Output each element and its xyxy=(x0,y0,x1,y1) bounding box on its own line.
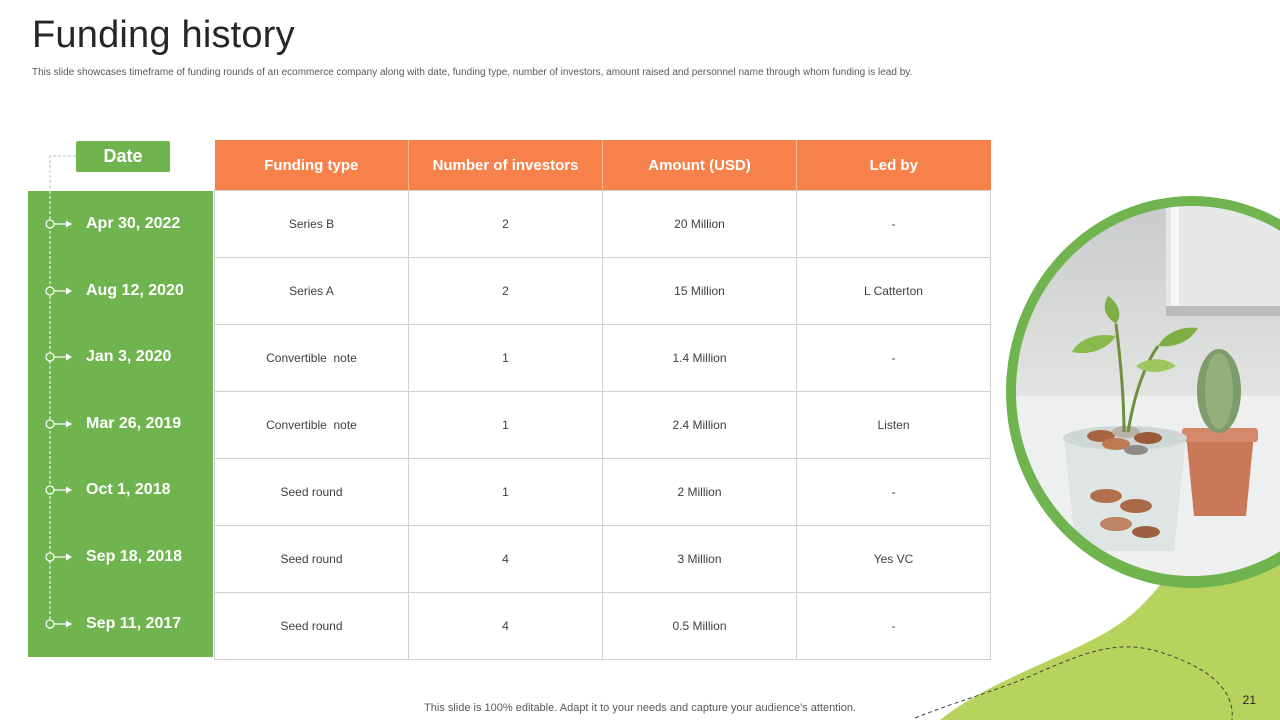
table-row xyxy=(215,392,991,459)
date-row xyxy=(28,258,213,324)
cell-type: Seed round xyxy=(215,459,409,526)
table-row xyxy=(215,593,991,660)
table-header-row xyxy=(215,140,991,191)
timeline-line-top xyxy=(50,156,76,191)
header-funding-type: Funding type xyxy=(215,140,409,191)
table-row xyxy=(215,191,991,258)
cell-led-by: - xyxy=(797,325,991,392)
cell-investors: 2 xyxy=(409,258,603,325)
page-number: 21 xyxy=(1242,693,1256,707)
date-row xyxy=(28,391,213,457)
cell-investors: 1 xyxy=(409,325,603,392)
cell-amount: 2.4 Million xyxy=(603,392,797,459)
footer-note: This slide is 100% editable. Adapt it to your needs and capture your audience's attention. xyxy=(424,702,856,714)
date-label: Sep 18, 2018 xyxy=(86,548,183,565)
cell-led-by: - xyxy=(797,593,991,660)
cell-led-by: - xyxy=(797,191,991,258)
cell-led-by: - xyxy=(797,459,991,526)
header-led-by: Led by xyxy=(797,140,991,191)
page-title: Funding history xyxy=(32,14,295,56)
header-number-of-investors: Number of investors xyxy=(409,140,603,191)
date-label: Apr 30, 2022 xyxy=(86,215,181,232)
table-row xyxy=(215,325,991,392)
cell-type: Series A xyxy=(215,258,409,325)
cell-investors: 1 xyxy=(409,459,603,526)
cell-amount: 1.4 Million xyxy=(603,325,797,392)
date-label: Jan 3, 2020 xyxy=(86,348,172,366)
cell-investors: 1 xyxy=(409,392,603,459)
date-header: Date xyxy=(76,141,170,172)
cell-led-by: Yes VC xyxy=(797,526,991,593)
cell-investors: 2 xyxy=(409,191,603,258)
table-row xyxy=(215,258,991,325)
cell-type: Seed round xyxy=(215,593,409,660)
date-label: Sep 11, 2017 xyxy=(86,614,182,632)
date-row xyxy=(28,524,213,590)
date-row xyxy=(28,191,213,257)
date-row xyxy=(28,457,213,523)
page-subtitle: This slide showcases timeframe of funding rounds of an ecommerce company along with date, funding type, number of investors, amount raised and personnel name through whom funding is lead by. xyxy=(32,67,913,78)
cell-investors: 4 xyxy=(409,526,603,593)
cell-type: Convertible note xyxy=(215,392,409,459)
date-label: Oct 1, 2018 xyxy=(86,481,171,499)
cell-amount: 20 Million xyxy=(603,191,797,258)
table-body xyxy=(215,191,991,660)
cell-led-by: L Catterton xyxy=(797,258,991,325)
cell-amount: 2 Million xyxy=(603,459,797,526)
cell-type: Series B xyxy=(215,191,409,258)
cell-amount: 3 Million xyxy=(603,526,797,593)
cell-amount: 0.5 Million xyxy=(603,593,797,660)
date-row xyxy=(28,324,213,390)
cell-type: Convertible note xyxy=(215,325,409,392)
funding-table xyxy=(214,140,991,660)
header-amount: Amount (USD) xyxy=(603,140,797,191)
date-label: Mar 26, 2019 xyxy=(86,414,182,432)
date-row xyxy=(28,591,213,657)
date-label: Aug 12, 2020 xyxy=(86,281,184,299)
cell-investors: 4 xyxy=(409,593,603,660)
cell-led-by: Listen xyxy=(797,392,991,459)
cell-amount: 15 Million xyxy=(603,258,797,325)
cell-type: Seed round xyxy=(215,526,409,593)
table-row xyxy=(215,526,991,593)
table-row xyxy=(215,459,991,526)
